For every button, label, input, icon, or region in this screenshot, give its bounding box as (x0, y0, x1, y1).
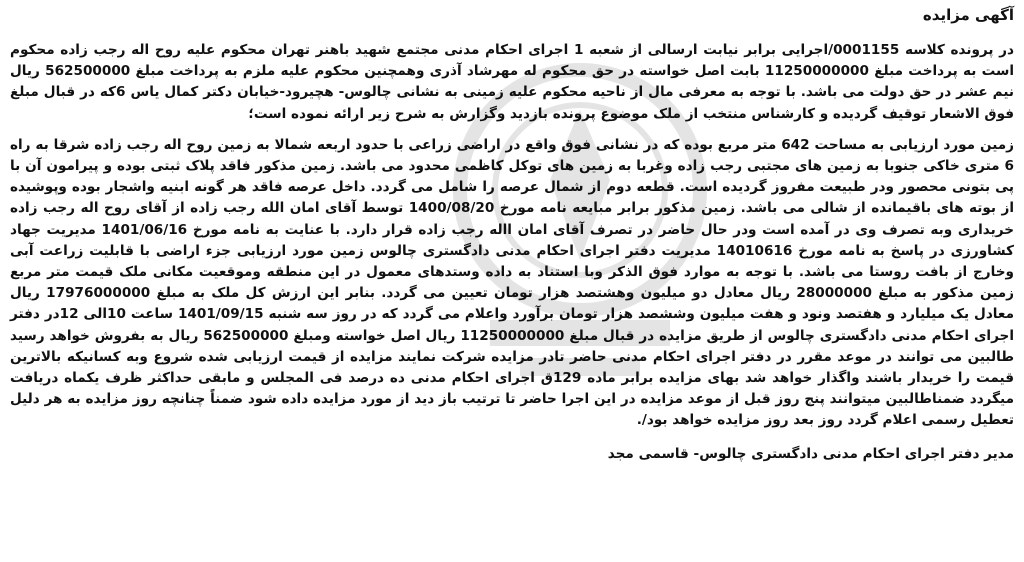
notice-signature: مدیر دفتر اجرای احکام مدنی دادگستری چالوس- قاسمی مجد (607, 445, 1014, 462)
notice-paragraph-property: زمین مورد ارزیابی به مساحت 642 متر مربع بوده که در نشانی فوق واقع در اراضی زراعی با حدود اربعه شمالا به زمین روح اله رجب زاده شرقا به راه 6 متری خاکی جنوبا به زمین های مجتبی رجب زاده وغربا به زمین های توکل کاظمی محدود می باشد. زمین مذکور فاقد پلاک ثبتی بوده و پیرامون آن با پی بتونی محصور ودر طبیعت مفروز گردیده است. قطعه دوم از شمال عرصه را شامل می گردد. داخل عرصه فاقد هر گونه ابنیه واشجار بوده وپوشیده از بوته های باقیمانده از شالی می باشد. زمین مذکور برابر مبایعه نامه مورخ 1400/08/20 توسط آقای امان الله رجب زاده از آقای روح اله رجب زاده خریداری وبه تصرف وی در آمده است ودر حال حاضر در تصرف آقای امان االه رجب زاده قرار دارد. با عنایت به نامه مورخ 1401/06/16 مدیریت جهاد کشاورزی در پاسخ به نامه مورخ 14010616 مدیریت دفتر اجرای احکام مدنی دادگستری چالوس زمین مورد ارزیابی جزء اراضی با قابلیت زراعت آبی وخارج از بافت روستا می باشد. با توجه به موارد فوق الذکر وبا استناد به داده وستدهای معمول در این منطقه وموقعیت مکانی ملک قیمت متر مربع زمین مذکور به مبلغ 28000000 ریال معادل دو میلیون وهشتصد هزار تومان تعیین می گردد. بنابر این ارزش کل ملک به مبلغ 17976000000 ریال معادل یک میلیارد و هفتصد ونود و هفت میلیون وششصد هزار تومان برآورد واعلام می گردد که در روز سه شنبه 1401/09/15 ساعت 10الی 12در دفتر اجرای احکام مدنی دادگستری چالوس از طریق مزایده در قبال مبلغ 11250000000 ریال اصل خواسته ومبلغ 562500000 ریال به بفروش خواهد رسید طالبین می توانند در موعد مقرر در دفتر اجرای احکام مدنی حاضر تادر مزایده شرکت نمایند مزایده از قیمت ارزیابی شده شروع وبه کسانیکه بالاترین قیمت را خریدار باشند واگذار خواهد شد بهای مزایده برابر ماده 129ق اجرای احکام مدنی ده درصد فی المجلس و مابقی حداکثر ظرف یکماه دریافت میگردد ضمناطالبین میتوانند پنج روز قبل از موعد مزایده در این اجرا حاضر تا ترتیب باز دید از مورد مزایده داده شود ضمناً چنانچه روز مزایده به هر دلیل تعطیل رسمی اعلام گردد روز بعد روز مزایده خواهد بود/. (10, 136, 1015, 429)
notice-title: آگهی مزایده (922, 6, 1014, 24)
notice-paragraph-case: در پرونده کلاسه 0001155/اجرایی برابر نیابت ارسالی از شعبه 1 اجرای احکام مدنی مجتمع شهید باهنر تهران محکوم علیه روح اله رجب زاده محکوم است به پرداخت مبلغ 11250000000 بابت اصل خواسته در حق محکوم له مهرشاد آذری وهمچنین محکوم علیه ملزم به پرداخت مبلغ 562500000 ریال نیم عشر در حق دولت می باشد. با توجه به معرفی مال از ناحیه محکوم علیه زمینی به نشانی چالوس- هچیرود-خیابان دکتر کمال یاس 6که در قبال مبلغ فوق الاشعار توقیف گردیده و کارشناس منتخب از ملک موضوع پرونده بازدید وگزارش به شرح زیر ارائه نموده است؛ (10, 42, 1015, 122)
